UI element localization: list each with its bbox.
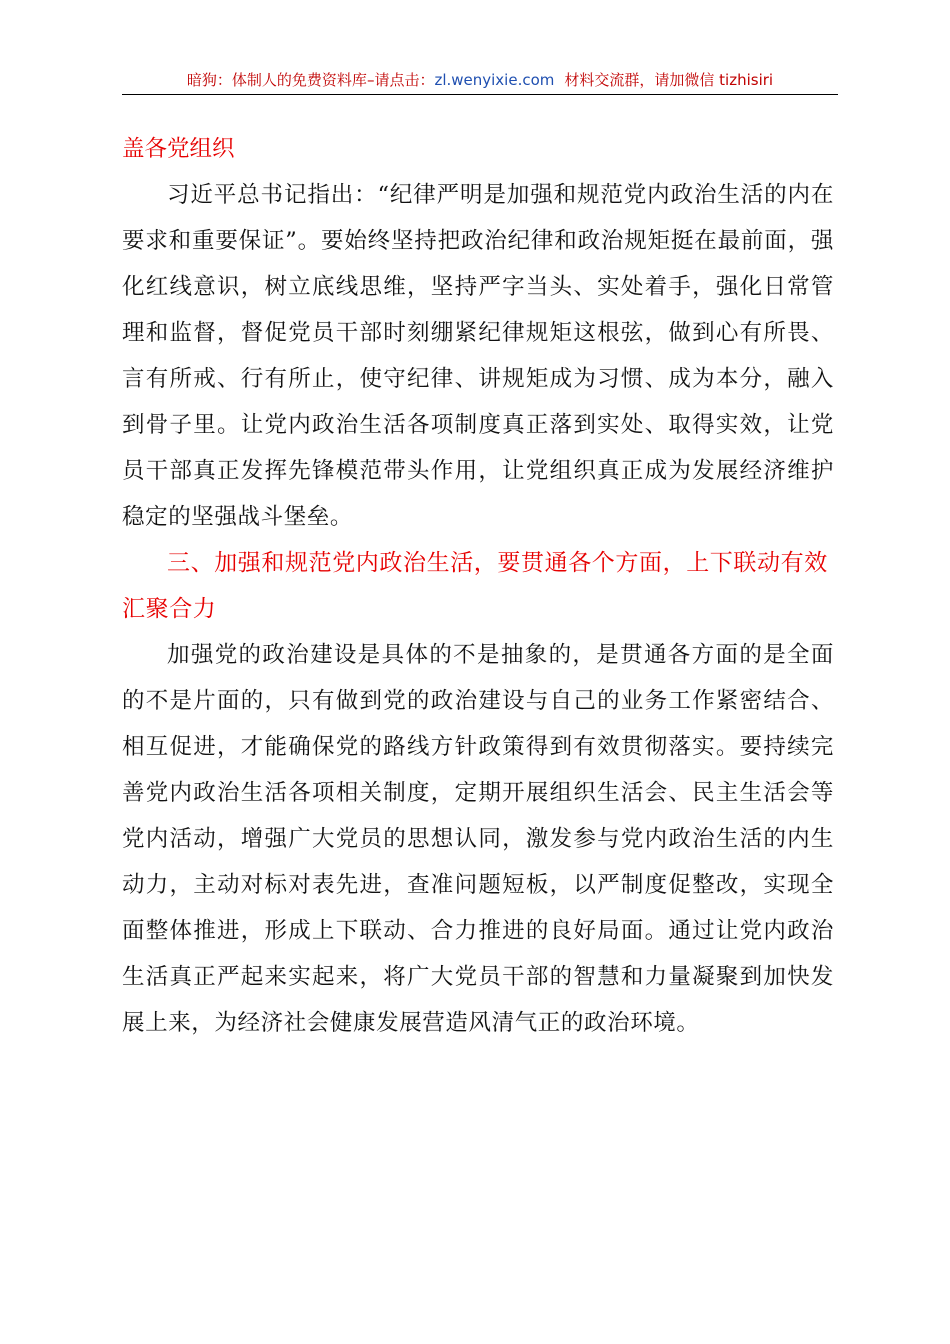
heading-continuation: 盖各党组织: [122, 136, 235, 162]
page-header: [122, 66, 838, 95]
header-site-label: 暗狗：体制人的免费资料库: [186, 71, 367, 89]
section-heading-three: 三、加强和规范党内政治生活，要贯通各个方面，上下联动有效汇聚合力: [122, 550, 828, 622]
paragraph-discipline: 习近平总书记指出：“纪律严明是加强和规范党内政治生活的内在要求和重要保证”。要始终坚持把政治纪律和政治规矩挺在最前面，强化红线意识，树立底线思维，坚持严字当头、实处着手，强化日常管理和监督，督促党员干部时刻绷紧纪律规矩这根弦，做到心有所畏、言有所戒、行有所止，使守纪律、讲规矩成为习惯、成为本分，融入到骨子里。让党内政治生活各项制度真正落到实处、取得实效，让党员干部真正发挥先锋模范带头作用，让党组织真正成为发展经济维护稳定的坚强战斗堡垒。: [122, 182, 834, 530]
document-body: [122, 126, 834, 1046]
paragraph-integration: 加强党的政治建设是具体的不是抽象的，是贯通各方面的是全面的不是片面的，只有做到党的政治建设与自己的业务工作紧密结合、相互促进，才能确保党的路线方针政策得到有效贯彻落实。要持续完善党内政治生活各项相关制度，定期开展组织生活会、民主生活会等党内活动，增强广大党员的思想认同，激发参与党内政治生活的内生动力，主动对标对表先进，查准问题短板，以严制度促整改，实现全面整体推进，形成上下联动、合力推进的良好局面。通过让党内政治生活真正严起来实起来，将广大党员干部的智慧和力量凝聚到加快发展上来，为经济社会健康发展营造风清气正的政治环境。: [122, 642, 834, 1036]
header-click-label: –请点击：: [366, 71, 435, 89]
header-contact: 材料交流群，请加微信 tizhisiri: [564, 71, 774, 89]
header-link[interactable]: zl.wenyixie.com: [434, 71, 555, 89]
